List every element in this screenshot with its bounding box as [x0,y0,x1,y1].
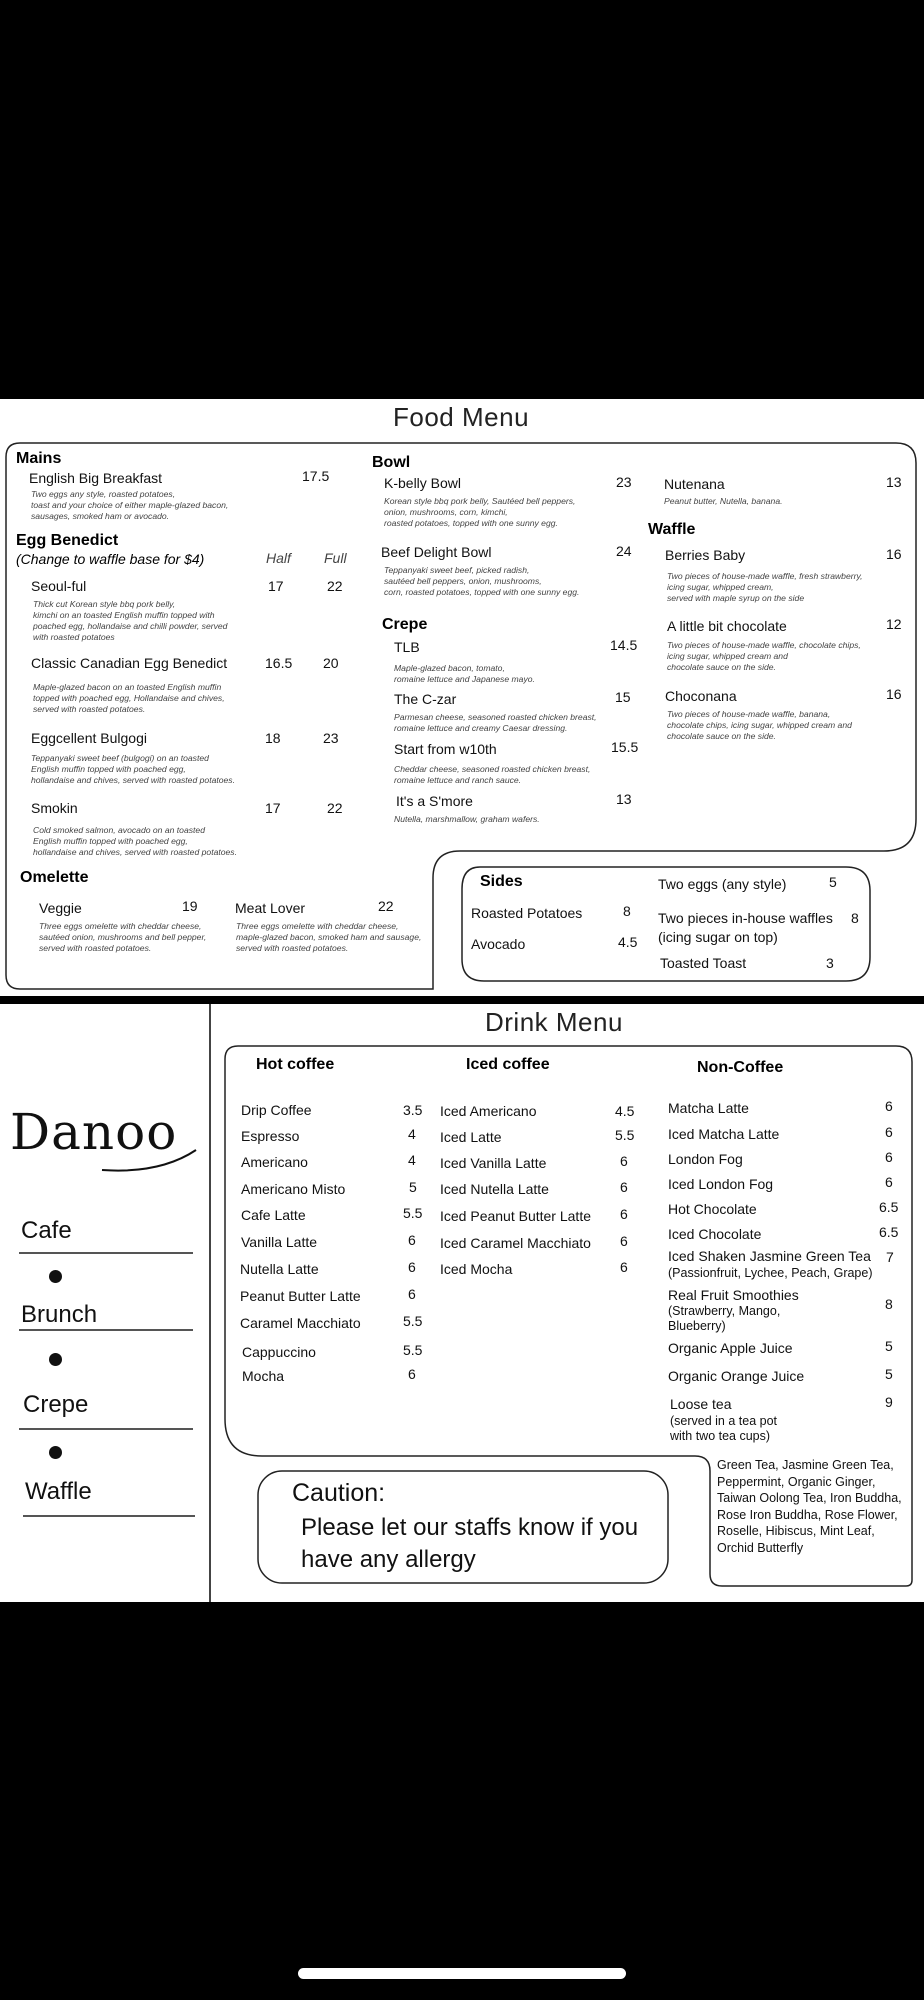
menu-item-name: Seoul-ful [31,578,87,594]
crepe-heading: Crepe [382,616,428,633]
menu-item-name: K-belly Bowl [384,475,462,491]
drink-item-price: 8 [885,1296,893,1312]
drink-item-name: Caramel Macchiato [240,1315,361,1331]
drink-item-price: 5 [409,1179,417,1195]
menu-item-name: The C-zar [394,691,457,707]
menu-item-desc: Teppanyaki sweet beef (bulgogi) on an toasted English muffin topped with poached egg, hollandaise and chives, served with roasted potatoes. [31,753,235,785]
drink-item-name: Espresso [241,1128,300,1144]
drink-item-price: 4 [408,1126,416,1142]
drink-item-name: Iced Mocha [440,1261,513,1277]
menu-item-full-price: 20 [323,655,339,671]
drink-item-price: 6 [885,1149,893,1165]
category-cafe: Cafe [21,1217,72,1244]
menu-item-price: 5 [829,874,837,890]
category-crepe: Crepe [23,1391,89,1418]
category-waffle: Waffle [25,1478,92,1505]
drink-item-name: Iced Americano [440,1103,537,1119]
drink-item-name: Organic Orange Juice [668,1368,805,1384]
drink-item-name: Nutella Latte [240,1261,319,1277]
drink-item-price: 6 [620,1259,628,1275]
menu-item-price: 3 [826,955,834,971]
tea-list: Green Tea, Jasmine Green Tea, Peppermint, Organic Ginger, Taiwan Oolong Tea, Iron Buddha, Rose Iron Buddha, Rose Flower, Roselle, Hibiscus, Mint Leaf, Orchid Butterfly [717,1458,902,1555]
drink-item-name: Iced Chocolate [668,1226,762,1242]
menu-item-name: Eggcellent Bulgogi [31,730,147,746]
menu-item-price: 8 [623,903,631,919]
menu-item-desc: Maple-glazed bacon on an toasted English muffin topped with poached egg, Hollandaise and chives, served with roasted potatoes. [33,682,225,714]
drink-item-name: Iced Nutella Latte [440,1181,549,1197]
menu-item-half-price: 16.5 [265,655,293,671]
menu-item-price: 22 [378,898,394,914]
menu-item-name: Two pieces in-house waffles [658,910,833,926]
menu-item-desc: Two pieces of house-made waffle, fresh strawberry, icing sugar, whipped cream, served with maple syrup on the side [667,571,863,603]
drink-item-name: Matcha Latte [668,1100,749,1116]
menu-item-full-price: 22 [327,800,343,816]
drink-item-name: Iced Caramel Macchiato [440,1235,591,1251]
food-menu-title: Food Menu [393,402,530,432]
menu-item-desc: Thick cut Korean style bbq pork belly, kimchi on an toasted English muffin topped with poached egg, hollandaise and chilli powder, served with roasted potatoes [33,599,228,642]
menu-item-price: 14.5 [610,637,638,653]
drink-item-name: Peanut Butter Latte [240,1288,361,1304]
menu-item-price: 12 [886,616,902,632]
menu-item-name: Classic Canadian Egg Benedict [31,655,228,671]
menu-item-full-price: 23 [323,730,339,746]
menu-item-price: 13 [616,791,632,807]
drink-item-price: 6 [620,1233,628,1249]
caution-title: Caution: [292,1479,386,1507]
menu-item-name: Two eggs (any style) [658,876,787,892]
menu-item-name: Toasted Toast [660,955,747,971]
menu-item-name: Meat Lover [235,900,306,916]
iced-coffee-heading: Iced coffee [466,1056,550,1073]
drink-menu-panel [0,1004,924,1602]
menu-item-half-price: 17 [265,800,281,816]
menu-item-name: Roasted Potatoes [471,905,583,921]
drink-item-name: Organic Apple Juice [668,1340,793,1356]
drink-item-name: Mocha [242,1368,285,1384]
menu-item-name: Avocado [471,936,526,952]
waffle-heading: Waffle [648,521,696,538]
menu-item-name: Nutenana [664,476,725,492]
menu-item-price: 15.5 [611,739,639,755]
drink-item-price: 6.5 [879,1224,899,1240]
drink-item-price: 6 [408,1232,416,1248]
menu-item-name: TLB [394,639,420,655]
drink-item-note: (Passionfruit, Lychee, Peach, Grape) [668,1266,873,1280]
food-menu-panel [0,399,924,996]
menu-item-desc: Nutella, marshmallow, graham wafers. [394,814,540,824]
omelette-heading: Omelette [20,869,89,886]
drink-item-name: Iced Vanilla Latte [440,1155,547,1171]
brand-logo: Danoo [10,1103,178,1161]
sides-heading: Sides [480,873,523,890]
menu-item-desc: Maple-glazed bacon, tomato, romaine lettuce and Japanese mayo. [394,663,535,684]
drink-item-price: 5.5 [615,1127,635,1143]
menu-item-desc: Two eggs any style, roasted potatoes, toast and your choice of either maple-glazed bacon, sausages, smoked ham or avocado. [31,489,229,521]
drink-item-price: 5.5 [403,1205,423,1221]
category-brunch: Brunch [21,1301,98,1328]
drink-item-name: Hot Chocolate [668,1201,757,1217]
menu-item-name: Start from w10th [394,741,497,757]
drink-item-price: 4 [408,1152,416,1168]
menu-item-desc: Three eggs omelette with cheddar cheese, maple-glazed bacon, smoked ham and sausage, served with roasted potatoes. [236,921,422,953]
menu-item-price: 16 [886,686,902,702]
menu-item-name: Veggie [39,900,82,916]
mains-heading: Mains [16,450,62,467]
egg-benedict-heading: Egg Benedict [16,532,119,549]
drink-item-note: (Strawberry, Mango, Blueberry) [668,1304,781,1333]
drink-item-name: Iced London Fog [668,1176,774,1192]
drink-item-name: Americano Misto [241,1181,346,1197]
menu-item-note: (icing sugar on top) [658,929,778,945]
home-indicator[interactable] [298,1968,626,1979]
menu-item-half-price: 17 [268,578,284,594]
menu-item-price: 23 [616,474,632,490]
drink-item-price: 7 [886,1249,894,1265]
menu-item-price: 16 [886,546,902,562]
drink-item-name: Loose tea [670,1396,732,1412]
menu-item-half-price: 18 [265,730,281,746]
drink-menu-title: Drink Menu [485,1007,623,1037]
menu-item-desc: Two pieces of house-made waffle, chocolate chips, icing sugar, whipped cream and chocolate sauce on the side. [667,640,861,672]
drink-item-name: Real Fruit Smoothies [668,1287,799,1303]
menu-item-price: 8 [851,910,859,926]
full-label: Full [324,550,347,566]
egg-benedict-subheading: (Change to waffle base for $4) [16,551,205,567]
drink-item-name: Iced Matcha Latte [668,1126,780,1142]
menu-item-price: 19 [182,898,198,914]
half-label: Half [266,550,291,566]
drink-item-name: Iced Shaken Jasmine Green Tea [668,1248,871,1264]
drink-item-name: Iced Latte [440,1129,502,1145]
menu-item-full-price: 22 [327,578,343,594]
menu-item-desc: Three eggs omelette with cheddar cheese, sautéed onion, mushrooms and bell pepper, served with roasted potatoes. [39,921,207,953]
menu-item-name: English Big Breakfast [29,470,163,486]
drink-item-name: Cappuccino [242,1344,316,1360]
menu-item-name: Smokin [31,800,78,816]
drink-item-price: 6 [620,1206,628,1222]
menu-item-price: 17.5 [302,468,330,484]
drink-item-price: 6 [885,1124,893,1140]
drink-item-name: London Fog [668,1151,743,1167]
drink-item-price: 5.5 [403,1342,423,1358]
drink-item-price: 6 [408,1286,416,1302]
drink-item-name: Cafe Latte [241,1207,306,1223]
menu-item-price: 15 [615,689,631,705]
drink-item-price: 4.5 [615,1103,635,1119]
drink-item-price: 6 [885,1098,893,1114]
drink-item-price: 3.5 [403,1102,423,1118]
hot-coffee-heading: Hot coffee [256,1056,335,1073]
drink-item-name: Iced Peanut Butter Latte [440,1208,591,1224]
menu-item-name: Berries Baby [665,547,746,563]
menu-item-desc: Korean style bbq pork belly, Sautéed bell peppers, onion, mushrooms, corn, kimchi, roasted potatoes, topped with one sunny egg. [384,496,576,528]
menu-item-price: 13 [886,474,902,490]
drink-item-name: Vanilla Latte [241,1234,318,1250]
drink-item-price: 5 [885,1366,893,1382]
drink-item-price: 6 [408,1259,416,1275]
drink-item-price: 5.5 [403,1313,423,1329]
drink-item-note: (served in a tea pot with two tea cups) [670,1414,778,1443]
menu-item-name: Choconana [665,688,737,704]
drink-item-name: Americano [241,1154,308,1170]
drink-item-price: 5 [885,1338,893,1354]
bowl-heading: Bowl [372,454,411,471]
drink-item-price: 6 [408,1366,416,1382]
menu-item-desc: Cheddar cheese, seasoned roasted chicken breast, romaine lettuce and ranch sauce. [394,764,591,785]
drink-item-name: Drip Coffee [241,1102,312,1118]
menu-item-price: 4.5 [618,934,638,950]
drink-item-price: 6.5 [879,1199,899,1215]
menu-item-name: It's a S'more [396,793,473,809]
menu-item-desc: Two pieces of house-made waffle, banana, chocolate chips, icing sugar, whipped cream and chocolate sauce on the side. [667,709,852,741]
drink-item-price: 6 [620,1153,628,1169]
menu-item-desc: Peanut butter, Nutella, banana. [664,496,783,506]
non-coffee-heading: Non-Coffee [697,1059,784,1076]
caution-text: Please let our staffs know if you have any allergy [301,1514,639,1573]
menu-item-desc: Cold smoked salmon, avocado on an toasted English muffin topped with poached egg, hollandaise and chives, served with roasted potatoes. [33,825,237,857]
menu-item-name: Beef Delight Bowl [381,544,492,560]
menu-item-desc: Teppanyaki sweet beef, picked radish, sautéed bell peppers, onion, mushrooms, corn, roasted potatoes, topped with one sunny egg. [384,565,580,597]
menu-item-desc: Parmesan cheese, seasoned roasted chicken breast, romaine lettuce and creamy Caesar dressing. [394,712,597,733]
menu-item-price: 24 [616,543,632,559]
drink-item-price: 6 [620,1179,628,1195]
menu-item-name: A little bit chocolate [667,618,787,634]
drink-item-price: 6 [885,1174,893,1190]
drink-item-price: 9 [885,1394,893,1410]
